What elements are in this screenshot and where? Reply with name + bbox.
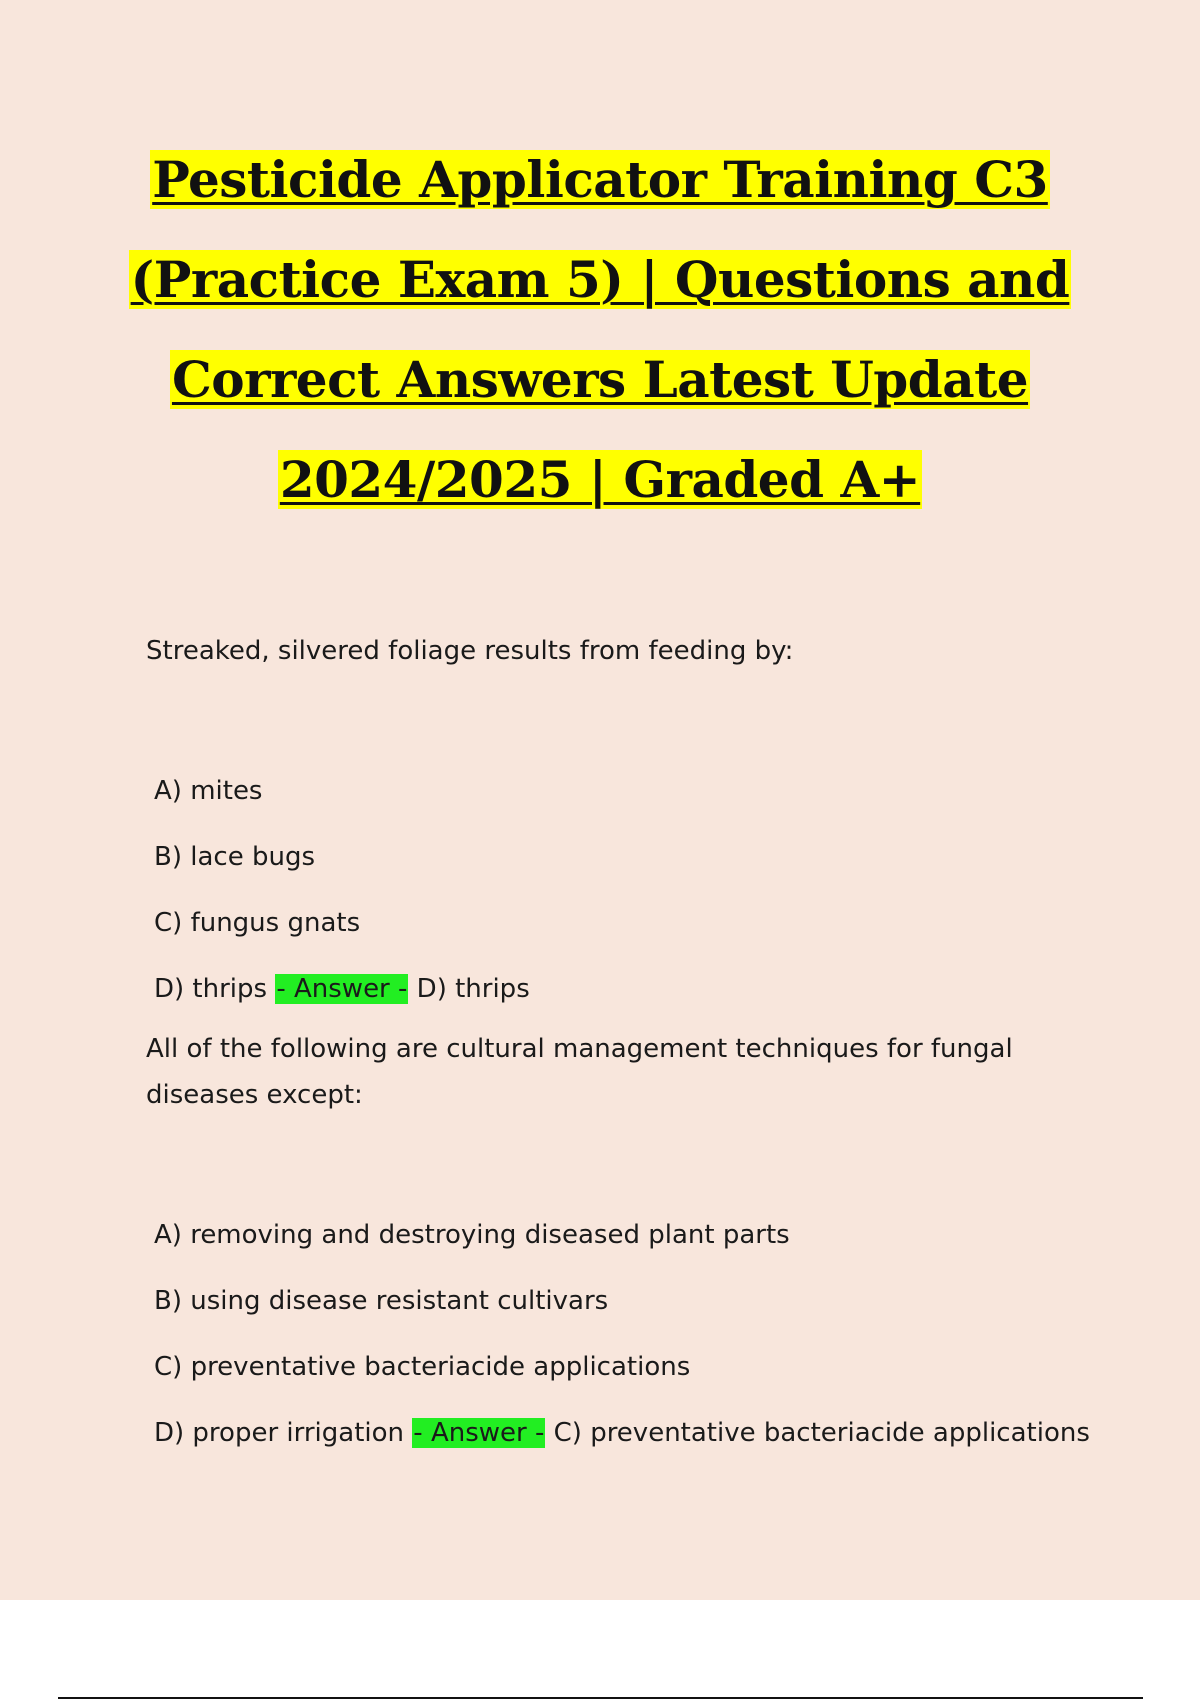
option-c: C) preventative bacteriacide applications (154, 1352, 691, 1382)
question-text: Streaked, silvered foliage results from feeding by: (146, 636, 794, 666)
document-title (0, 130, 1200, 530)
title-line-1: Pesticide Applicator Training C3 (152, 150, 1048, 209)
question-text: All of the following are cultural management techniques for fungal diseases except: (146, 1034, 1013, 1110)
option-a: A) removing and destroying diseased plant parts (154, 1220, 790, 1250)
question-list (146, 628, 1106, 1466)
question-block-1 (146, 628, 1106, 1022)
question-block-2 (146, 1026, 1106, 1466)
option-d: D) proper irrigation (154, 1418, 405, 1448)
title-line-3: Correct Answers Latest Update (171, 350, 1029, 409)
option-a: A) mites (154, 776, 263, 806)
correct-answer: C) preventative bacteriacide applications (553, 1418, 1090, 1448)
correct-answer: D) thrips (416, 974, 530, 1004)
option-c: C) fungus gnats (154, 908, 361, 938)
answer-highlight: - Answer - (276, 974, 408, 1004)
option-d-with-answer (154, 1400, 1106, 1466)
footer-divider (58, 1697, 1143, 1699)
option-list (146, 1202, 1106, 1466)
option-b: B) using disease resistant cultivars (154, 1286, 609, 1316)
option-b: B) lace bugs (154, 842, 315, 872)
title-line-4: 2024/2025 | Graded A+ (279, 450, 921, 509)
option-d-with-answer (154, 956, 1106, 1022)
title-line-2: (Practice Exam 5) | Questions and (130, 250, 1070, 309)
option-list (146, 758, 1106, 1022)
option-d: D) thrips (154, 974, 268, 1004)
answer-highlight: - Answer - (413, 1418, 545, 1448)
